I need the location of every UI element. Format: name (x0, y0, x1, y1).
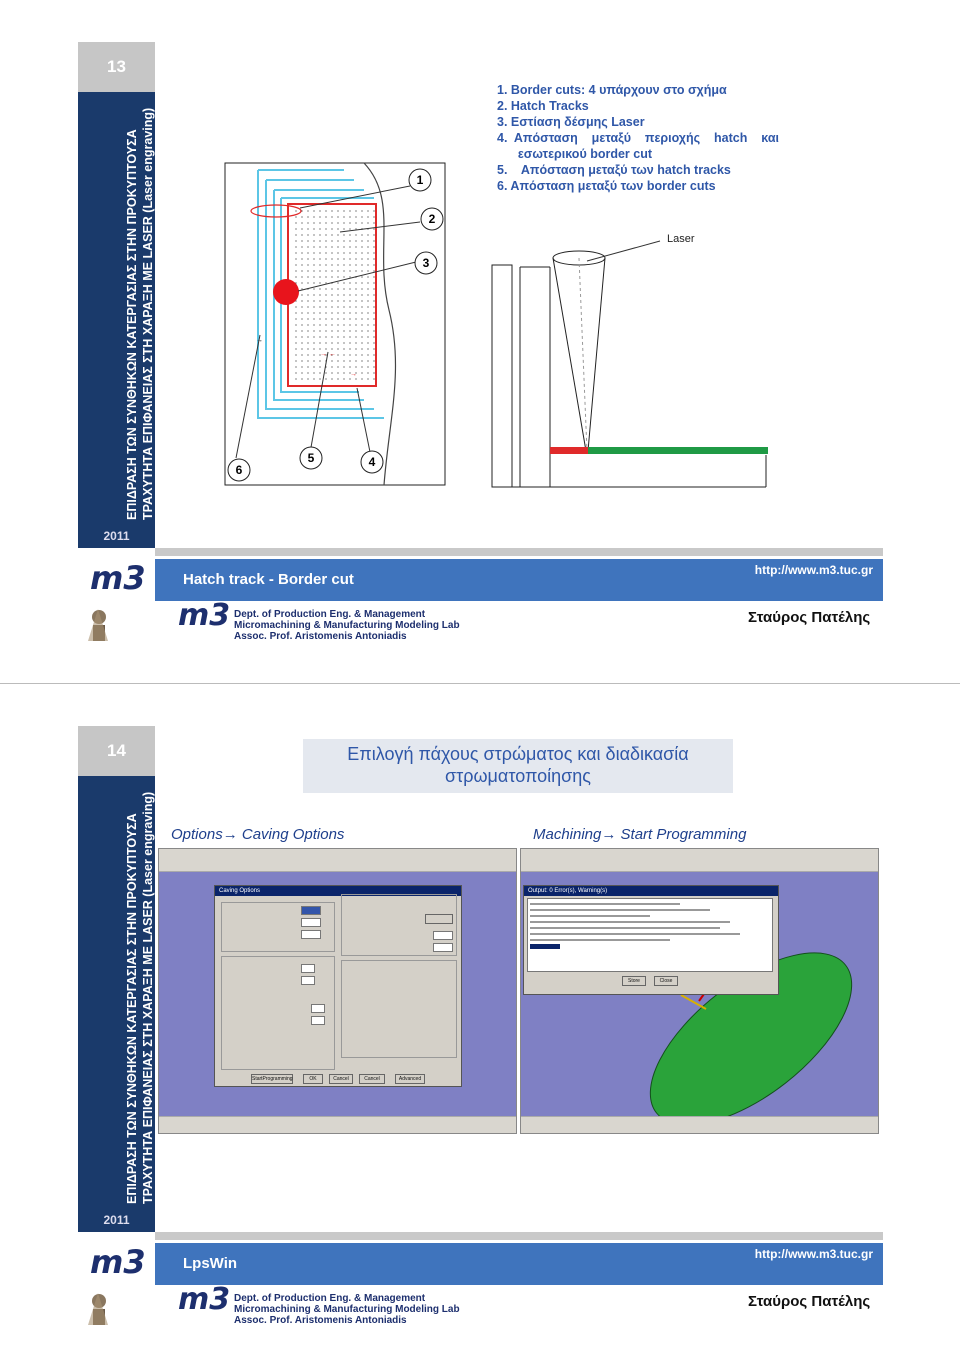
m3-logo-small: m3 (178, 1282, 231, 1317)
modify-button[interactable] (425, 914, 453, 924)
maximal-number-field[interactable] (301, 976, 315, 985)
m3-logo: m3 (90, 1243, 146, 1281)
laser-label: Laser (667, 233, 695, 245)
ok-button[interactable]: OK (303, 1074, 323, 1084)
callout-1: 1 (416, 173, 424, 187)
department-info (234, 609, 460, 642)
slide-title: Hatch track - Border cut (183, 571, 354, 588)
output-dialog (523, 885, 779, 995)
m3-logo: m3 (90, 559, 146, 597)
list-item: 6. Απόσταση μεταξύ των border cuts (497, 179, 716, 193)
start-programming-button[interactable]: StartProgramming (252, 1076, 293, 1082)
slide-number: 13 (78, 42, 155, 92)
first-displacement-field[interactable] (311, 1004, 325, 1013)
track-displacement-field[interactable] (433, 931, 453, 940)
caption-text: Options (171, 826, 223, 843)
area-enlargement-field[interactable] (433, 943, 453, 952)
footer-strip (155, 1232, 883, 1240)
arrow-icon: → (601, 826, 617, 843)
callout-3: 3 (422, 256, 430, 270)
output-log (527, 898, 773, 972)
slide-title: LpsWin (183, 1255, 238, 1272)
sidebar-title-line2: ΤΡΑΧΥΤΗΤΑ ΕΠΙΦΑΝΕΙΑΣ ΣΤΗ ΧΑΡΑΞΗ ΜΕ LASER (Laser engraving) (141, 107, 155, 520)
callout-4: 4 (368, 455, 376, 469)
footer-strip (155, 548, 883, 556)
list-item: 3. Εστίαση δέσμης Laser (497, 115, 645, 129)
top-z-field[interactable] (301, 906, 321, 915)
statue-icon (84, 605, 112, 643)
slide-title-box (303, 739, 733, 793)
dept-line: Dept. of Production Eng. & Management (234, 609, 426, 620)
list-item: 5. Απόσταση μεταξύ των hatch tracks (497, 163, 731, 177)
author-name: Σταύρος Πατέλης (748, 1293, 871, 1310)
close-button[interactable]: Close (654, 976, 678, 986)
slide-year: 2011 (78, 1208, 155, 1232)
cancel-button-2[interactable]: Cancel (359, 1074, 385, 1084)
title-line: στρωματοποίησης (445, 766, 591, 786)
sidebar-title-line2: ΤΡΑΧΥΤΗΤΑ ΕΠΙΦΑΝΕΙΑΣ ΣΤΗ ΧΑΡΑΞΗ ΜΕ LASER (Laser engraving) (141, 791, 155, 1204)
list-item: 1. Border cuts: 4 υπάρχουν στο σχήμα (497, 83, 727, 97)
right-caption (533, 826, 746, 843)
minimal-number-field[interactable] (301, 964, 315, 973)
advanced-group (341, 960, 457, 1058)
sidebar-title-line1: ΕΠΙΔΡΑΣΗ ΤΩΝ ΣΥΝΘΗΚΩΝ ΚΑΤΕΡΓΑΣΙΑΣ ΣΤΗΝ ΠΡΟΚΥΠΤΟΥΣΑ (125, 129, 139, 520)
list-item: 2. Hatch Tracks (497, 99, 589, 113)
title-line: Επιλογή πάχους στρώματος και διαδικασία (347, 744, 689, 764)
bottom-z-field[interactable] (301, 918, 321, 927)
dept-line: Micromachining & Manufacturing Modeling Lab (234, 1304, 460, 1315)
laser-spot (273, 279, 299, 305)
caption-text: Machining (533, 826, 602, 843)
department-info (234, 1293, 460, 1326)
dept-line: Assoc. Prof. Aristomenis Antoniadis (234, 631, 407, 642)
list-item: 4. Απόσταση μεταξύ περιοχής hatch και (497, 131, 779, 145)
status-bar (159, 1116, 516, 1133)
slide-number: 14 (78, 726, 155, 776)
m3-logo-box (78, 1243, 155, 1285)
list-item: εσωτερικού border cut (497, 147, 652, 161)
svg-text:→ ←: → ← (320, 351, 336, 358)
callout-6: 6 (235, 463, 243, 477)
caption-text: Start Programming (616, 826, 747, 843)
m3-logo-small: m3 (178, 598, 231, 633)
callout-5: 5 (307, 451, 315, 465)
dialog-title: Output: 0 Error(s), Warning(s) (524, 886, 778, 896)
caving-options-screenshot (158, 848, 517, 1134)
laser-cone-diagram (490, 225, 780, 490)
svg-text:→: → (350, 371, 357, 378)
left-caption (171, 826, 344, 843)
store-button[interactable]: Store (622, 976, 646, 986)
author-name: Σταύρος Πατέλης (748, 609, 871, 626)
status-bar (521, 1116, 878, 1133)
cancel-button[interactable]: Cancel (329, 1074, 353, 1084)
sidebar-title-line1: ΕΠΙΔΡΑΣΗ ΤΩΝ ΣΥΝΘΗΚΩΝ ΚΑΤΕΡΓΑΣΙΑΣ ΣΤΗΝ ΠΡΟΚΥΠΤΟΥΣΑ (125, 813, 139, 1204)
dialog-title: Caving Options (215, 886, 461, 896)
caving-options-dialog (214, 885, 462, 1087)
hatch-border-diagram (224, 160, 448, 488)
menu-bar (521, 849, 878, 872)
arrow-icon: → (222, 826, 238, 843)
selected-log-line (530, 944, 560, 949)
caption-text: Caving Options (237, 826, 345, 843)
footer-bar (155, 559, 883, 601)
website-link[interactable]: http://www.m3.tuc.gr (754, 563, 873, 577)
statue-icon (84, 1289, 112, 1327)
slide-13 (0, 0, 960, 683)
svg-text:→: → (256, 337, 263, 344)
website-link[interactable]: http://www.m3.tuc.gr (754, 1247, 873, 1261)
thickness-field[interactable] (301, 930, 321, 939)
slide-14 (0, 684, 960, 1367)
start-programming-screenshot (520, 848, 879, 1134)
dept-line: Dept. of Production Eng. & Management (234, 1293, 426, 1304)
numbered-list (497, 82, 827, 194)
dept-line: Micromachining & Manufacturing Modeling Lab (234, 620, 460, 631)
m3-logo-box (78, 559, 155, 601)
menu-bar (159, 849, 516, 872)
advanced-button[interactable]: Advanced (395, 1074, 425, 1084)
border-cutting-group (221, 956, 335, 1070)
following-displacement-field[interactable] (311, 1016, 325, 1025)
slide-year: 2011 (78, 524, 155, 548)
footer-bar (155, 1243, 883, 1285)
callout-2: 2 (428, 212, 436, 226)
dept-line: Assoc. Prof. Aristomenis Antoniadis (234, 1315, 407, 1326)
